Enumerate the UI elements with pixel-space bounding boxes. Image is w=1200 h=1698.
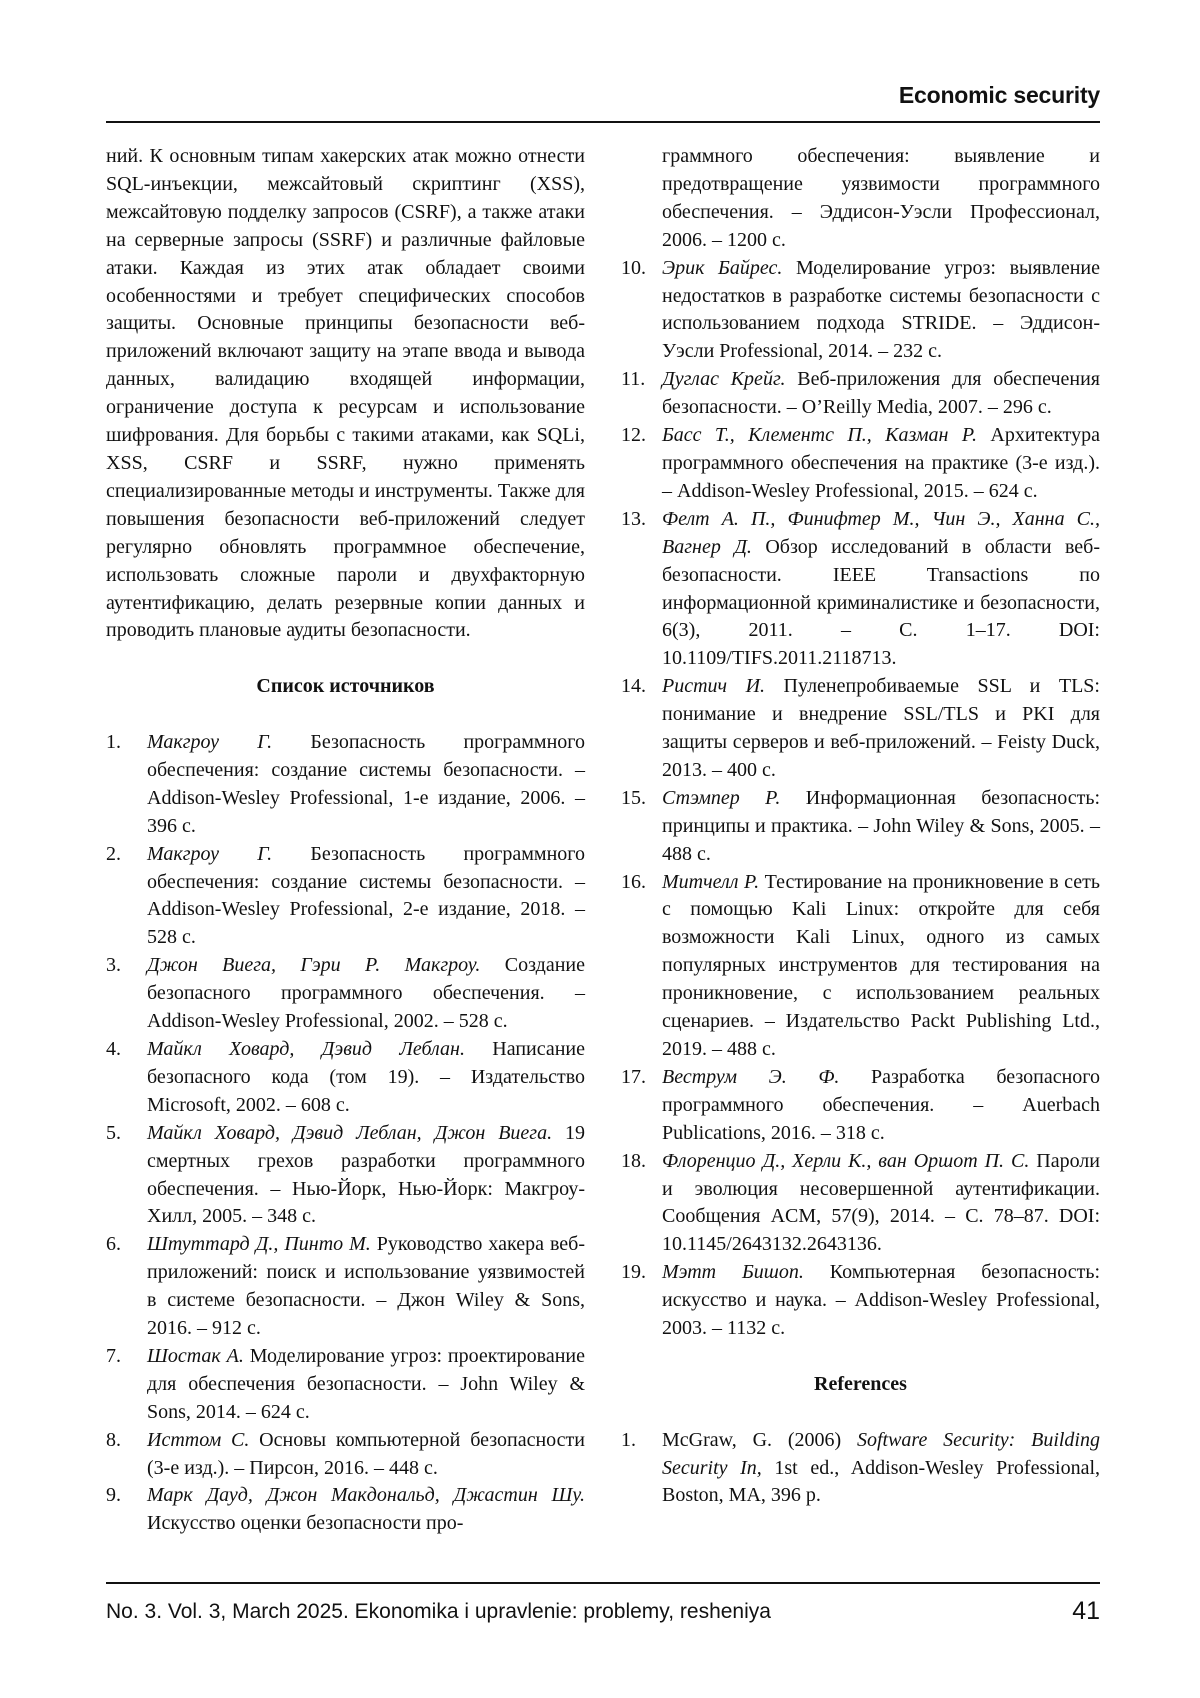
source-item: [106, 1343, 585, 1427]
source-text: [662, 1064, 1100, 1148]
source-item: [621, 1064, 1100, 1148]
reference-authors: McGraw, G. (2006): [662, 1429, 857, 1451]
source-item: [106, 1231, 585, 1343]
source-number: 9.: [106, 1482, 147, 1538]
source-authors: Марк Дауд, Джон Макдональд, Джастин Шу.: [147, 1484, 585, 1506]
source-authors: Шостак А.: [147, 1345, 244, 1367]
source-description: Основы компьютерной безопасности (3-е изд.). – Пирсон, 2016. – 448 с.: [147, 1429, 585, 1479]
source-authors: Ристич И.: [662, 675, 765, 697]
source-item: [106, 841, 585, 953]
source-number: 13.: [621, 506, 662, 673]
source-authors: Майкл Ховард, Дэвид Леблан, Джон Виега.: [147, 1122, 552, 1144]
source-item: [621, 506, 1100, 673]
source-description: Архитектура программного обеспечения на практике (3-е изд.). – Addison-Wesley Professional, 2015. – 624 с.: [662, 424, 1100, 502]
source-number: 10.: [621, 255, 662, 367]
source-item: [621, 673, 1100, 785]
source-number: 15.: [621, 785, 662, 869]
source-text: [147, 1120, 585, 1232]
source-number: 17.: [621, 1064, 662, 1148]
footer-rule: [106, 1582, 1100, 1584]
source-description: Руководство хакера веб-приложений: поиск и использование уязвимостей в системе безопасности. – Джон Wiley & Sons, 2016. – 912 с.: [147, 1233, 585, 1339]
source-authors: Мэтт Бишоп.: [662, 1261, 804, 1283]
source-number: 16.: [621, 869, 662, 1064]
source-item: [621, 1148, 1100, 1260]
source-text: [662, 422, 1100, 506]
source-item: [106, 1036, 585, 1120]
reference-text: [662, 1427, 1100, 1511]
source-authors: Макгроу Г.: [147, 843, 272, 865]
header-rule: [106, 121, 1100, 123]
source-description: Безопасность программного обеспечения: создание системы безопасности. – Addison-Wesley Professional, 2-е издание, 2018. – 528 с.: [147, 843, 585, 949]
source-item: [621, 422, 1100, 506]
source-text: [662, 366, 1100, 422]
sources-heading: Список источников: [106, 673, 585, 701]
source-description: Моделирование угроз: проектирование для обеспечения безопасности. – John Wiley & Sons, 2014. – 624 с.: [147, 1345, 585, 1423]
reference-item: [621, 1427, 1100, 1511]
reference-publisher: 1st ed., Addison-Wesley Professional, Boston, MA, 396 p.: [662, 1457, 1100, 1507]
source-description: Тестирование на проникновение в сеть с помощью Kali Linux: откройте для себя возможности Kali Linux, одного из самых популярных инструментов для тестирования на проникновение, с использованием реальных сценариев. – Издательство Packt Publishing Ltd., 2019. – 488 с.: [662, 871, 1100, 1060]
source-authors: Стэмпер Р.: [662, 787, 780, 809]
source-description: Веб-приложения для обеспечения безопасности. – O’Reilly Media, 2007. – 296 с.: [662, 368, 1100, 418]
section-title: Economic security: [899, 82, 1100, 109]
source-item: [106, 1120, 585, 1232]
source-text: [147, 1343, 585, 1427]
sources-list-part-2: [621, 255, 1100, 1343]
source-number: 8.: [106, 1427, 147, 1483]
source-text: [662, 1148, 1100, 1260]
source-description: Искусство оценки безопасности про-: [147, 1512, 463, 1534]
source-authors: Веструм Э. Ф.: [662, 1066, 839, 1088]
body-paragraph: ний. К основным типам хакерских атак можно отнести SQL-инъекции, межсайтовый скриптинг (XSS), межсайтовую подделку запросов (CSRF), а также атаки на серверные запросы (SSRF) и различные файловые атаки. Каждая из этих атак обладает своими особенностями и требует специфических способов защиты. Основные принципы безопасности веб-приложений включают защиту на этапе ввода и вывода данных, валидацию входящей информации, ограничение доступа к ресурсам и использование шифрования. Для борьбы с такими атаками, как SQLi, XSS, CSRF и SSRF, нужно применять специализированные методы и инструменты. Также для повышения безопасности веб-приложений следует регулярно обновлять программное обеспечение, использовать сложные пароли и двухфакторную аутентификацию, делать резервные копии данных и проводить плановые аудиты безопасности.: [106, 143, 585, 645]
source-text: [662, 1259, 1100, 1343]
source-text: [147, 1482, 585, 1538]
source-text: [662, 506, 1100, 673]
source-text: [147, 1036, 585, 1120]
source-number: 3.: [106, 952, 147, 1036]
source-number: 1.: [106, 729, 147, 841]
source-description: Компьютерная безопасность: искусство и наука. – Addison-Wesley Professional, 2003. – 1132 с.: [662, 1261, 1100, 1339]
source-authors: Дуглас Крейг.: [662, 368, 785, 390]
source-description: Написание безопасного кода (том 19). – Издательство Microsoft, 2002. – 608 с.: [147, 1038, 585, 1116]
source-authors: Флоренцио Д., Херли К., ван Оршот П. С.: [662, 1150, 1029, 1172]
source-number: 2.: [106, 841, 147, 953]
source-item: [106, 729, 585, 841]
source-description: Создание безопасного программного обеспечения. – Addison-Wesley Professional, 2002. – 528 с.: [147, 954, 585, 1032]
source-number: 14.: [621, 673, 662, 785]
source-authors: Макгроу Г.: [147, 731, 272, 753]
source-number: 11.: [621, 366, 662, 422]
source-description: Разработка безопасного программного обеспечения. – Auerbach Publications, 2016. – 318 с.: [662, 1066, 1100, 1144]
sources-list-part-1: [106, 729, 585, 1538]
source-text: [147, 1231, 585, 1343]
source-number: 18.: [621, 1148, 662, 1260]
source-text: [662, 869, 1100, 1064]
source-description: Моделирование угроз: выявление недостатков в разработке системы безопасности с использованием подхода STRIDE. – Эддисон-Уэсли Professional, 2014. – 232 с.: [662, 257, 1100, 363]
source-number: 7.: [106, 1343, 147, 1427]
source-authors: Джон Виега, Гэри Р. Макгроу.: [147, 954, 480, 976]
source-item: [621, 366, 1100, 422]
source-description: 19 смертных грехов разработки программного обеспечения. – Нью-Йорк, Нью-Йорк: Макгроу-Хилл, 2005. – 348 с.: [147, 1122, 585, 1228]
source-item: [621, 785, 1100, 869]
source-authors: Штуттард Д., Пинто М.: [147, 1233, 371, 1255]
source-item: [106, 952, 585, 1036]
source-text: [147, 1427, 585, 1483]
source-description: Информационная безопасность: принципы и практика. – John Wiley & Sons, 2005. – 488 с.: [662, 787, 1100, 865]
source-item: [621, 255, 1100, 367]
source-9-continuation: граммного обеспечения: выявление и предотвращение уязвимости программного обеспечения. – Эддисон-Уэсли Профессионал, 2006. – 1200 с.: [621, 143, 1100, 255]
source-text: [147, 952, 585, 1036]
source-item: [106, 1482, 585, 1538]
source-authors: Митчелл Р.: [662, 871, 759, 893]
source-item: [621, 1259, 1100, 1343]
source-authors: Фелт А. П., Финифтер М., Чин Э., Ханна С., Вагнер Д.: [662, 508, 1100, 558]
footer-journal: No. 3. Vol. 3, March 2025. Ekonomika i upravlenie: problemy, resheniya: [106, 1600, 771, 1624]
right-column: [621, 143, 1100, 1510]
page-number: 41: [1072, 1597, 1100, 1626]
source-authors: Майкл Ховард, Дэвид Леблан.: [147, 1038, 465, 1060]
reference-title: Software Security: Building Security In,: [662, 1429, 1100, 1479]
source-authors: Эрик Байрес.: [662, 257, 782, 279]
source-item: [106, 1427, 585, 1483]
source-number: 4.: [106, 1036, 147, 1120]
reference-number: 1.: [621, 1427, 662, 1511]
source-number: 6.: [106, 1231, 147, 1343]
source-authors: Исттом С.: [147, 1429, 249, 1451]
source-text: [662, 785, 1100, 869]
source-authors: Басс Т., Клементс П., Казман Р.: [662, 424, 977, 446]
source-description: Безопасность программного обеспечения: создание системы безопасности. – Addison-Wesley Professional, 1-е издание, 2006. – 396 с.: [147, 731, 585, 837]
source-description: Обзор исследований в области веб-безопасности. IEEE Transactions по информационной криминалистике и безопасности, 6(3), 2011. – С. 1–17. DOI: 10.1109/TIFS.2011.2118713.: [662, 536, 1100, 670]
source-text: [662, 255, 1100, 367]
source-text: [147, 729, 585, 841]
source-number: 5.: [106, 1120, 147, 1232]
source-number: 12.: [621, 422, 662, 506]
source-description: Пуленепробиваемые SSL и TLS: понимание и внедрение SSL/TLS и PKI для защиты серверов и веб-приложений. – Feisty Duck, 2013. – 400 с.: [662, 675, 1100, 781]
source-number: 19.: [621, 1259, 662, 1343]
source-item: [621, 869, 1100, 1064]
references-heading: References: [621, 1371, 1100, 1399]
source-text: [147, 841, 585, 953]
source-text: [662, 673, 1100, 785]
source-description: Пароли и эволюция несовершенной аутентификации. Сообщения ACM, 57(9), 2014. – С. 78–87. DOI: 10.1145/2643132.2643136.: [662, 1150, 1100, 1256]
left-column: [106, 143, 585, 1538]
